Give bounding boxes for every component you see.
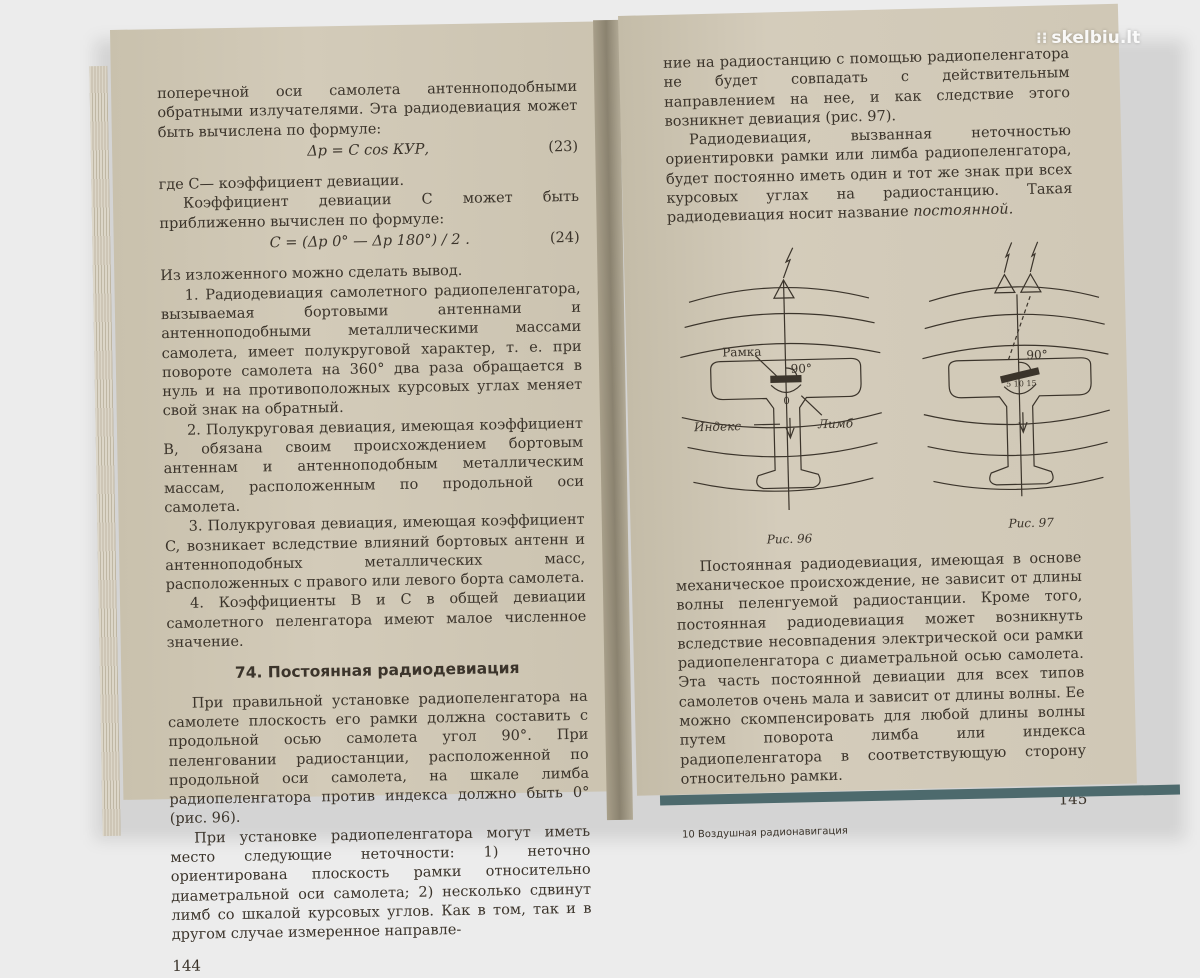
label-angle-96: 90° <box>790 361 813 376</box>
watermark-icon: ⁝⁝ <box>1036 29 1048 47</box>
page-number-left: 144 <box>172 957 202 976</box>
where-c-text: где C— коэффициент девиации. <box>158 173 405 194</box>
page-footer: 10 Воздушная радионавигация <box>681 825 848 841</box>
conclusion-item-4: 4. Коэффициенты B и C в общей девиации самолетного пеленгатора имеют малое численное значение. <box>166 589 587 652</box>
formula-23: Δр = C cos КУР, (23) <box>307 138 579 160</box>
label-scale-97: 5 10 15 <box>1005 378 1037 389</box>
conclusion-item-1: 1. Радиодевиация самолетного радиопеленгатора, вызываемая бортовыми антеннами и антенноподобными металлическими массами самолета, имеет полукруговой характер, т. е. при повороте самолета на 360° два раза обращается в нуль и на противоположных курсовых углах меняет свой знак на обратный. <box>160 280 583 420</box>
section-paragraph-2: При установке радиопеленгатора могут иметь место следующие неточности: 1) неточно ориентирована плоскость рамки относительно диаметральной оси самолета; 2) несколько сдвинут лимб со шкалой курсовых углов. Как в том, так и в другом случае измеренное направле- <box>170 823 592 944</box>
label-limb: Лимб <box>817 416 854 431</box>
constant-deviation-text: Радиодевиация, вызванная неточностью ориентировки рамки или лимба радиопеленгатора, будет постоянно иметь один и тот же знак при всех курсовых углах на радиостанцию. Такая радиодевиация носит название постоянной. <box>665 123 1073 227</box>
right-text-top: ние на радиостанцию с помощью радиопеленгатора не будет совпадать с действительным направлением на нее, и как следствие этого возникнет девиация (рис. 97). <box>662 45 1071 130</box>
label-zero: 0 <box>783 395 790 407</box>
section-title: 74. Постоянная радиодевиация <box>234 659 520 683</box>
right-page <box>618 4 1137 841</box>
term-constant: постоянной. <box>913 201 1014 221</box>
right-text-bottom: Постоянная радиодевиация, имеющая в основе механическое происхождение, не зависит от длины волны пеленгуемой радиостанции. Кроме того, постоянная радиодевиация может возникнуть вследствие несовпадения электрической оси рамки радиопеленгатора с диаметральной осью самолета. Эта часть постоянной девиации для всех типов самолетов очень мала и зависит от длины волны. Ее можно скомпенсировать для любой длины волны путем поворота лимба или индекса радиопеленгатора в соответствующую сторону относительно рамки. <box>675 549 1087 788</box>
left-page <box>110 21 623 976</box>
caption-fig-97: Рис. 97 <box>1008 515 1055 531</box>
label-angle-97: 90° <box>1026 347 1048 362</box>
caption-fig-96: Рис. 96 <box>766 531 813 547</box>
conclusion-intro: Из изложенного можно сделать вывод. <box>160 263 463 285</box>
conclusion-item-3: 3. Полукруговая девиация, имеющая коэффициент C, возникает вследствие влияний бортовых антенн и антенноподобных металлических масс, расположенных с правого или левого борта самолета. <box>164 512 586 594</box>
coef-text: Коэффициент девиации C может быть приближенно вычислен по формуле: <box>159 189 580 232</box>
left-text-top: поперечной оси самолета антенноподобными обратными излучателями. Эта радиодевиация может быть вычислена по формуле: <box>156 78 578 141</box>
label-frame: Рамка <box>722 344 762 360</box>
label-index: Индекс <box>693 418 742 434</box>
formula-24: C = (Δр 0° — Δр 180°) / 2 . (24) <box>269 229 580 252</box>
watermark: ⁝⁝ skelbiu.lt <box>1036 28 1141 48</box>
section-paragraph-1: При правильной установке радиопеленгатора на самолете плоскость его рамки должна составить с продольной осью самолета угол 90°. При пеленговании радиостанции, расположенной по продольной оси самолета, на шкале лимба радиопеленгатора против индекса должно быть 0° (рис. 96). <box>167 688 590 828</box>
figures-96-97 <box>668 233 1081 553</box>
page-number-right: 145 <box>1058 790 1088 809</box>
conclusion-item-2: 2. Полукруговая девиация, имеющая коэффициент B, обязана своим происхождением бортовым антеннам и антенноподобным металлическим массам, расположенным по продольной оси самолета. <box>163 415 585 517</box>
